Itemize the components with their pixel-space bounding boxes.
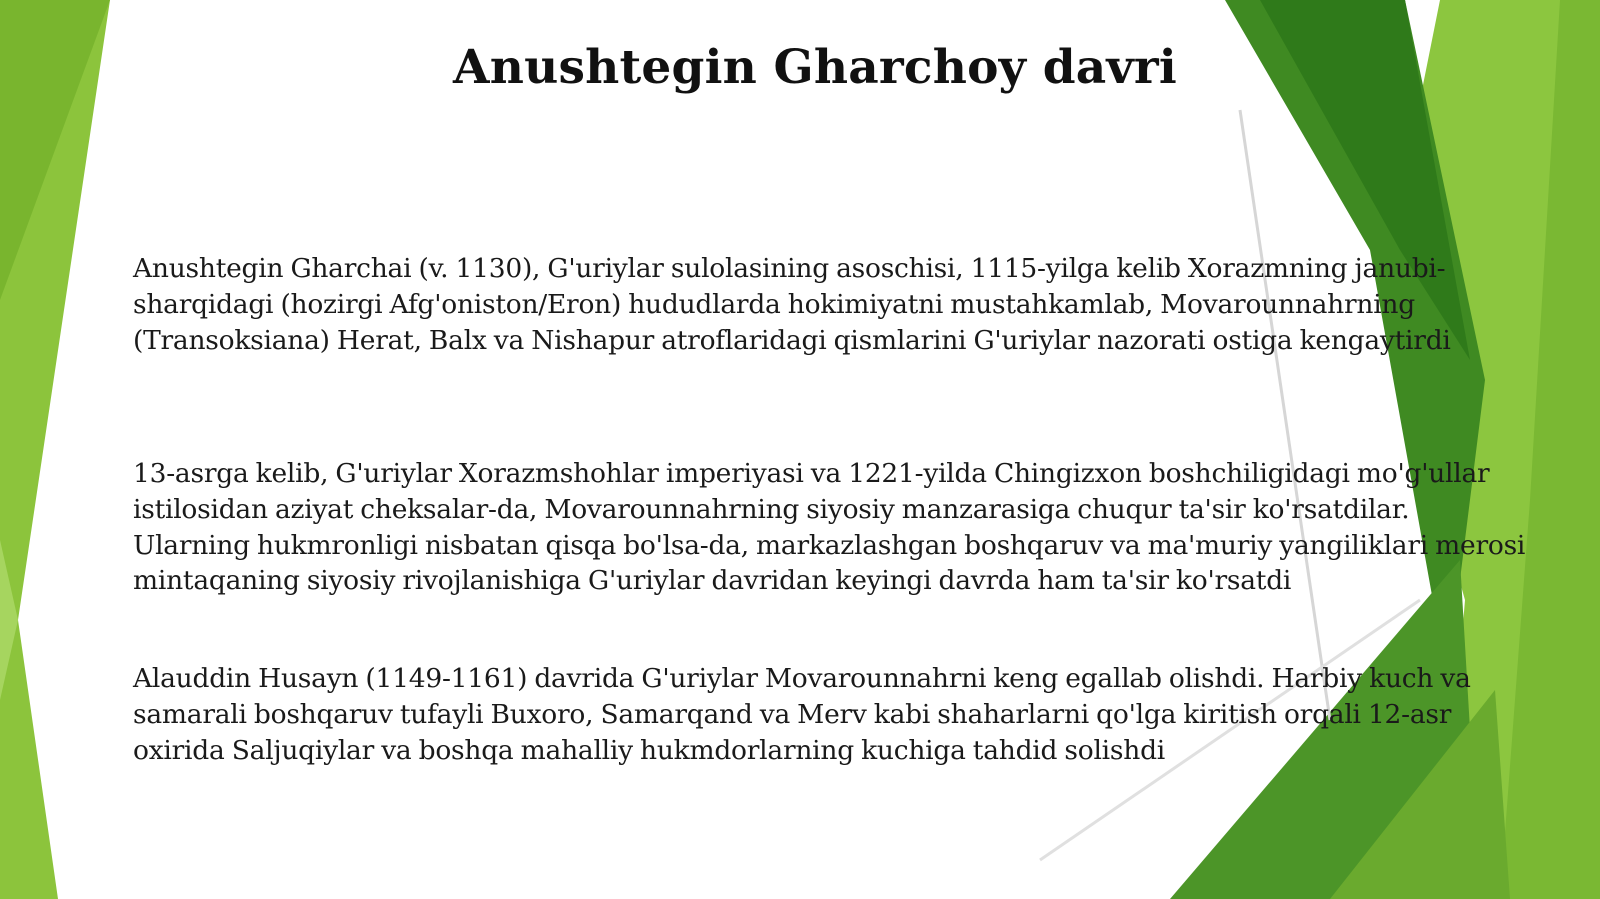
paragraph-1: Anushtegin Gharchai (v. 1130), G'uriylar sulolasining asoschisi, 1115-yilga kelib Xorazmning janubi-sharqidagi (hozirgi Afg'oniston/Eron) hududlarda hokimiyatni mustahkamlab, Movarounnahrning (Transoksiana) Herat, Balx va Nishapur atroflaridagi qismlarini G'uriylar nazorati ostiga kengaytirdi	[133, 253, 1451, 356]
slice-line-1	[1240, 110, 1330, 720]
slide-title: Anushtegin Gharchoy davri	[453, 40, 1177, 95]
paragraph-3: Alauddin Husayn (1149-1161) davrida G'uriylar Movarounnahrni keng egallab olishdi. Harbiy kuch va samarali boshqaruv tufayli Buxoro, Samarqand va Merv kabi shaharlarni qo'lga kiritish orqali 12-asr oxirida Saljuqiylar va boshqa mahalliy hukmdorlarning kuchiga tahdid solishdi	[133, 663, 1471, 766]
paragraph-2: 13-asrga kelib, G'uriylar Xorazmshohlar imperiyasi va 1221-yilda Chingizxon boshchiligidagi mo'g'ullar istilosidan aziyat cheksalar-da, Movarounnahrning siyosiy manzarasiga chuqur ta'sir ko'rsatdilar. Ularning hukmronligi nisbatan qisqa bo'lsa-da, markazlashgan boshqaruv va ma'muriy yangiliklari merosi mintaqaning siyosiy rivojlanishiga G'uriylar davridan keyingi davrda ham ta'sir ko'rsatdi	[133, 458, 1526, 597]
